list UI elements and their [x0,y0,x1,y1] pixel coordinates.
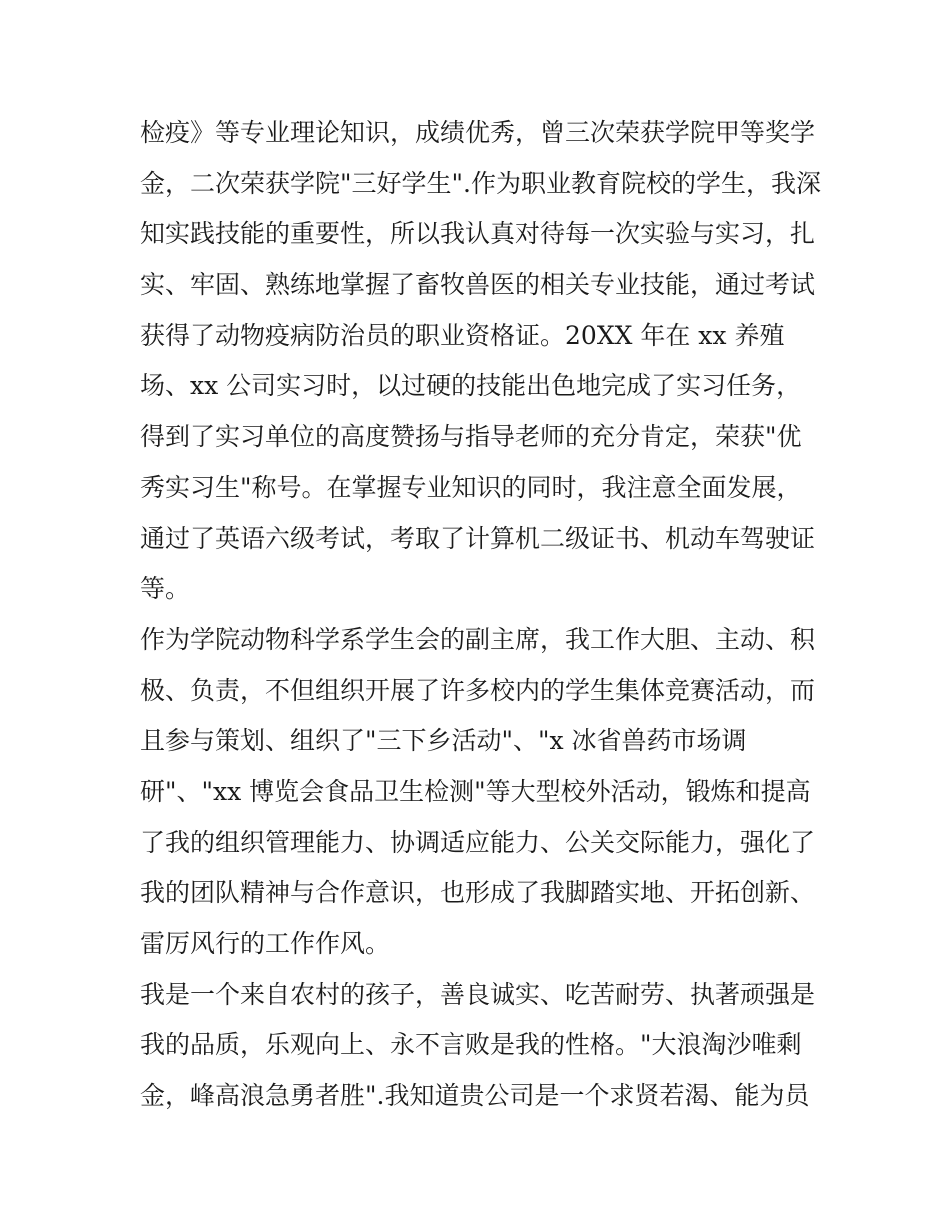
text-line: 场、xx 公司实习时，以过硬的技能出色地完成了实习任务， [140,371,802,401]
text-line: 秀实习生"称号。在掌握专业知识的同时，我注意全面发展， [140,472,802,502]
text-line: 了我的组织管理能力、协调适应能力、公关交际能力，强化了 [140,827,816,857]
text-line: 研"、"xx 博览会食品卫生检测"等大型校外活动，锻炼和提高 [140,776,811,806]
text-line: 等。 [140,574,191,604]
text-line: 实、牢固、熟练地掌握了畜牧兽医的相关专业技能，通过考试 [140,270,816,300]
text-line: 得到了实习单位的高度赞扬与指导老师的充分肯定，荣获"优 [140,422,802,452]
text-line: 获得了动物疫病防治员的职业资格证。20XX 年在 xx 养殖 [140,320,785,350]
body-text [140,108,820,1122]
text-line: 我的品质，乐观向上、永不言败是我的性格。"大浪淘沙唯剩 [140,1030,802,1060]
text-line: 金，二次荣获学院"三好学生".作为职业教育院校的学生，我深 [140,168,821,198]
text-line: 金，峰高浪急勇者胜".我知道贵公司是一个求贤若渴、能为员 [140,1081,810,1111]
text-line: 我是一个来自农村的孩子，善良诚实、吃苦耐劳、执著顽强是 [140,979,816,1009]
text-line: 雷厉风行的工作作风。 [140,929,391,958]
text-line: 作为学院动物科学系学生会的副主席，我工作大胆、主动、积 [140,624,816,654]
text-line: 检疫》等专业理论知识，成绩优秀，曾三次荣获学院甲等奖学 [140,118,816,147]
text-line: 我的团队精神与合作意识，也形成了我脚踏实地、开拓创新、 [140,878,816,908]
text-line: 极、负责，不但组织开展了许多校内的学生集体竞赛活动，而 [140,675,816,705]
text-line: 且参与策划、组织了"三下乡活动"、"x 冰省兽药市场调 [140,726,747,756]
text-line: 通过了英语六级考试，考取了计算机二级证书、机动车驾驶证 [140,523,816,553]
text-line: 知实践技能的重要性，所以我认真对待每一次实验与实习，扎 [140,219,816,249]
